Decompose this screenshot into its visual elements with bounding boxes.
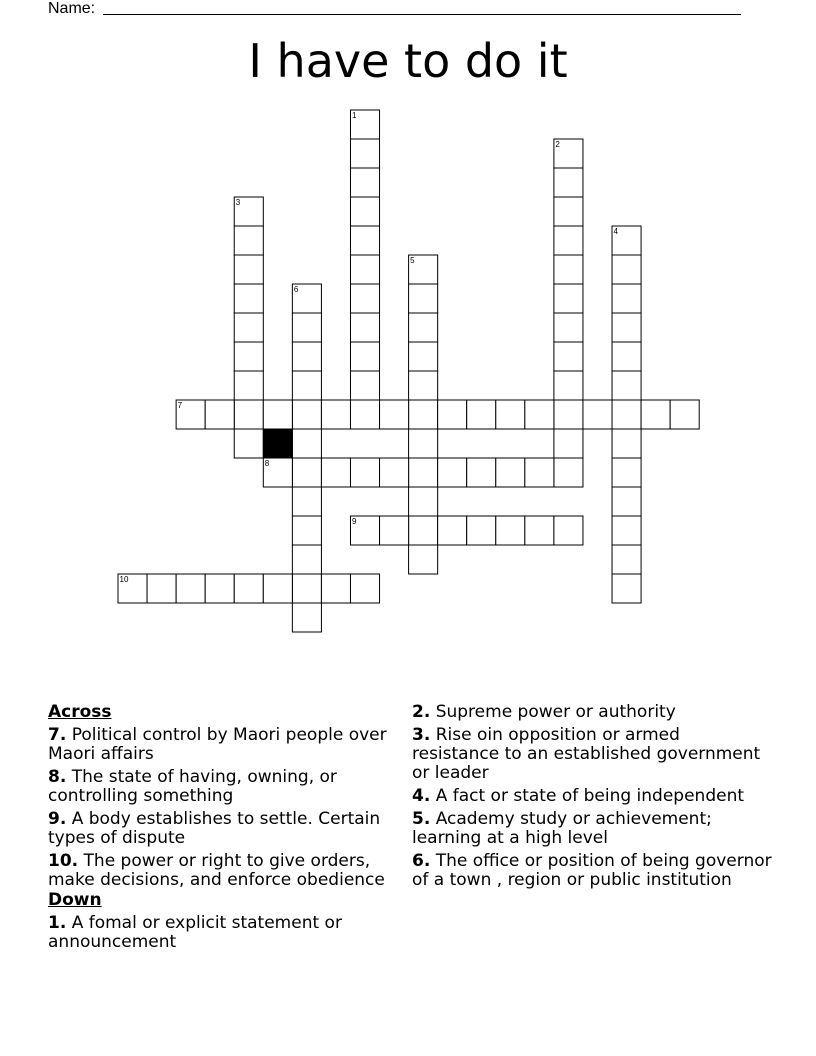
clue-text: A fomal or explicit statement or announcement: [48, 913, 342, 952]
grid-cell[interactable]: [234, 371, 263, 400]
clue-number: 4.: [412, 786, 431, 806]
grid-cell[interactable]: [409, 545, 438, 574]
clue-text: Supreme power or authority: [435, 702, 676, 722]
clue-text: The state of having, owning, or controlling something: [48, 767, 337, 806]
grid-cell[interactable]: [350, 255, 379, 284]
grid-cell[interactable]: [380, 516, 409, 545]
grid-cell[interactable]: [234, 400, 263, 429]
cell-number-8: 8: [264, 459, 270, 468]
grid-cell[interactable]: [554, 429, 583, 458]
grid-cell[interactable]: [554, 458, 583, 487]
grid-cell[interactable]: [409, 371, 438, 400]
grid-cell[interactable]: [234, 284, 263, 313]
grid-cell[interactable]: [409, 342, 438, 371]
clue-down-5: [412, 810, 772, 848]
cell-number-9: 9: [351, 517, 357, 526]
grid-cell[interactable]: [321, 400, 350, 429]
grid-cell[interactable]: [612, 284, 641, 313]
clue-text: Rise oin opposition or armed resistance to an established government or leader: [412, 725, 761, 783]
grid-cell[interactable]: [409, 458, 438, 487]
grid-cell[interactable]: [292, 313, 321, 342]
grid-cell[interactable]: [612, 371, 641, 400]
grid-cell[interactable]: [496, 516, 525, 545]
grid-cell[interactable]: [380, 400, 409, 429]
grid-cell[interactable]: [409, 313, 438, 342]
clues-right-column: [412, 703, 772, 894]
grid-cell[interactable]: [234, 226, 263, 255]
clue-number: 10.: [48, 851, 79, 871]
clue-across-9: [48, 810, 408, 848]
grid-cell[interactable]: [292, 458, 321, 487]
grid-cell[interactable]: [234, 342, 263, 371]
grid-cell[interactable]: [350, 400, 379, 429]
grid-cell[interactable]: [292, 545, 321, 574]
grid-cell[interactable]: [525, 516, 554, 545]
grid-cell[interactable]: [205, 574, 234, 603]
clue-number: 9.: [48, 809, 67, 829]
clue-number: 2.: [412, 702, 431, 722]
clue-text: The office or position of being governor of a town , region or public institution: [412, 851, 772, 890]
grid-cell[interactable]: [292, 487, 321, 516]
cell-number-1: 1: [351, 111, 357, 120]
grid-cell[interactable]: [612, 545, 641, 574]
page-title: I have to do it: [248, 34, 568, 88]
clue-number: 1.: [48, 913, 67, 933]
grid-cell[interactable]: [612, 429, 641, 458]
grid-cell[interactable]: [467, 458, 496, 487]
grid-cell[interactable]: [583, 400, 612, 429]
grid-cell[interactable]: [612, 574, 641, 603]
grid-cell[interactable]: [496, 458, 525, 487]
grid-black-cell: [263, 429, 292, 458]
cell-number-3: 3: [235, 198, 241, 207]
grid-cell[interactable]: [292, 574, 321, 603]
grid-cell[interactable]: [350, 226, 379, 255]
grid-cell[interactable]: [350, 342, 379, 371]
clue-text: Political control by Maori people over Maori affairs: [48, 725, 387, 764]
cell-number-5: 5: [410, 256, 415, 265]
grid-cell[interactable]: [350, 313, 379, 342]
grid-cell[interactable]: [554, 284, 583, 313]
grid-cell[interactable]: [176, 574, 205, 603]
grid-cell[interactable]: [554, 197, 583, 226]
clues-left-column: [48, 703, 408, 956]
grid-cell[interactable]: [612, 255, 641, 284]
grid-cell[interactable]: [612, 458, 641, 487]
across-heading: Across: [48, 702, 112, 722]
clue-number: 6.: [412, 851, 431, 871]
grid-cell[interactable]: [380, 458, 409, 487]
clue-across-8: [48, 768, 408, 806]
grid-cell[interactable]: [554, 313, 583, 342]
clue-text: A body establishes to settle. Certain types of dispute: [48, 809, 381, 848]
grid-cell[interactable]: [350, 197, 379, 226]
cell-number-10: 10: [119, 575, 129, 584]
grid-cell[interactable]: [350, 284, 379, 313]
clue-down-2: [412, 703, 772, 722]
grid-cell[interactable]: [234, 255, 263, 284]
grid-cell[interactable]: [350, 574, 379, 603]
grid-cell[interactable]: [612, 487, 641, 516]
grid-cell[interactable]: [554, 226, 583, 255]
grid-cell[interactable]: [438, 516, 467, 545]
grid-cell[interactable]: [525, 458, 554, 487]
clue-number: 5.: [412, 809, 431, 829]
grid-cell[interactable]: [350, 371, 379, 400]
grid-cell[interactable]: [496, 400, 525, 429]
grid-cell[interactable]: [438, 458, 467, 487]
grid-cell[interactable]: [409, 516, 438, 545]
grid-cell[interactable]: [612, 342, 641, 371]
grid-cell[interactable]: [292, 429, 321, 458]
grid-cell[interactable]: [409, 284, 438, 313]
clue-number: 3.: [412, 725, 431, 745]
grid-cell[interactable]: [409, 487, 438, 516]
clue-text: The power or right to give orders, make decisions, and enforce obedience: [48, 851, 385, 890]
grid-cell[interactable]: [147, 574, 176, 603]
clue-down-6: [412, 852, 772, 890]
grid-cell[interactable]: [292, 342, 321, 371]
grid-cell[interactable]: [350, 139, 379, 168]
grid-cell[interactable]: [612, 313, 641, 342]
clue-text: Academy study or achievement; learning at a high level: [412, 809, 712, 848]
clue-across-10: [48, 852, 408, 890]
clue-number: 7.: [48, 725, 67, 745]
grid-cell[interactable]: [612, 400, 641, 429]
grid-cell[interactable]: [554, 168, 583, 197]
grid-cell[interactable]: [438, 400, 467, 429]
grid-cell[interactable]: [409, 429, 438, 458]
grid-cell[interactable]: [321, 574, 350, 603]
grid-cell[interactable]: [467, 516, 496, 545]
grid-cell[interactable]: [409, 400, 438, 429]
grid-cell[interactable]: [292, 400, 321, 429]
clue-down-4: [412, 787, 772, 806]
grid-cell[interactable]: [525, 400, 554, 429]
grid-cell[interactable]: [554, 516, 583, 545]
grid-cell[interactable]: [554, 400, 583, 429]
cell-number-7: 7: [177, 401, 183, 410]
cell-number-4: 4: [613, 227, 618, 236]
clue-down-1: [48, 914, 408, 952]
grid-cell[interactable]: [641, 400, 670, 429]
grid-cell[interactable]: [350, 168, 379, 197]
grid-cell[interactable]: [321, 458, 350, 487]
grid-cell[interactable]: [292, 603, 321, 632]
grid-cell[interactable]: [554, 342, 583, 371]
grid-cell[interactable]: [554, 255, 583, 284]
clue-across-7: [48, 726, 408, 764]
clue-number: 8.: [48, 767, 67, 787]
grid-cell[interactable]: [670, 400, 699, 429]
grid-cell[interactable]: [292, 371, 321, 400]
cell-number-2: 2: [555, 140, 560, 149]
grid-cell[interactable]: [205, 400, 234, 429]
grid-cell[interactable]: [234, 313, 263, 342]
grid-cell[interactable]: [263, 400, 292, 429]
name-label: Name:: [48, 0, 96, 17]
clue-text: A fact or state of being independent: [435, 786, 745, 806]
grid-cell[interactable]: [234, 574, 263, 603]
grid-cell[interactable]: [292, 516, 321, 545]
cell-number-6: 6: [293, 285, 299, 294]
clue-down-3: [412, 726, 772, 783]
grid-cell[interactable]: [350, 458, 379, 487]
down-heading: Down: [48, 890, 102, 910]
grid-cell[interactable]: [263, 574, 292, 603]
grid-cell[interactable]: [467, 400, 496, 429]
grid-cell[interactable]: [554, 371, 583, 400]
grid-cell[interactable]: [234, 429, 263, 458]
grid-cell[interactable]: [612, 516, 641, 545]
